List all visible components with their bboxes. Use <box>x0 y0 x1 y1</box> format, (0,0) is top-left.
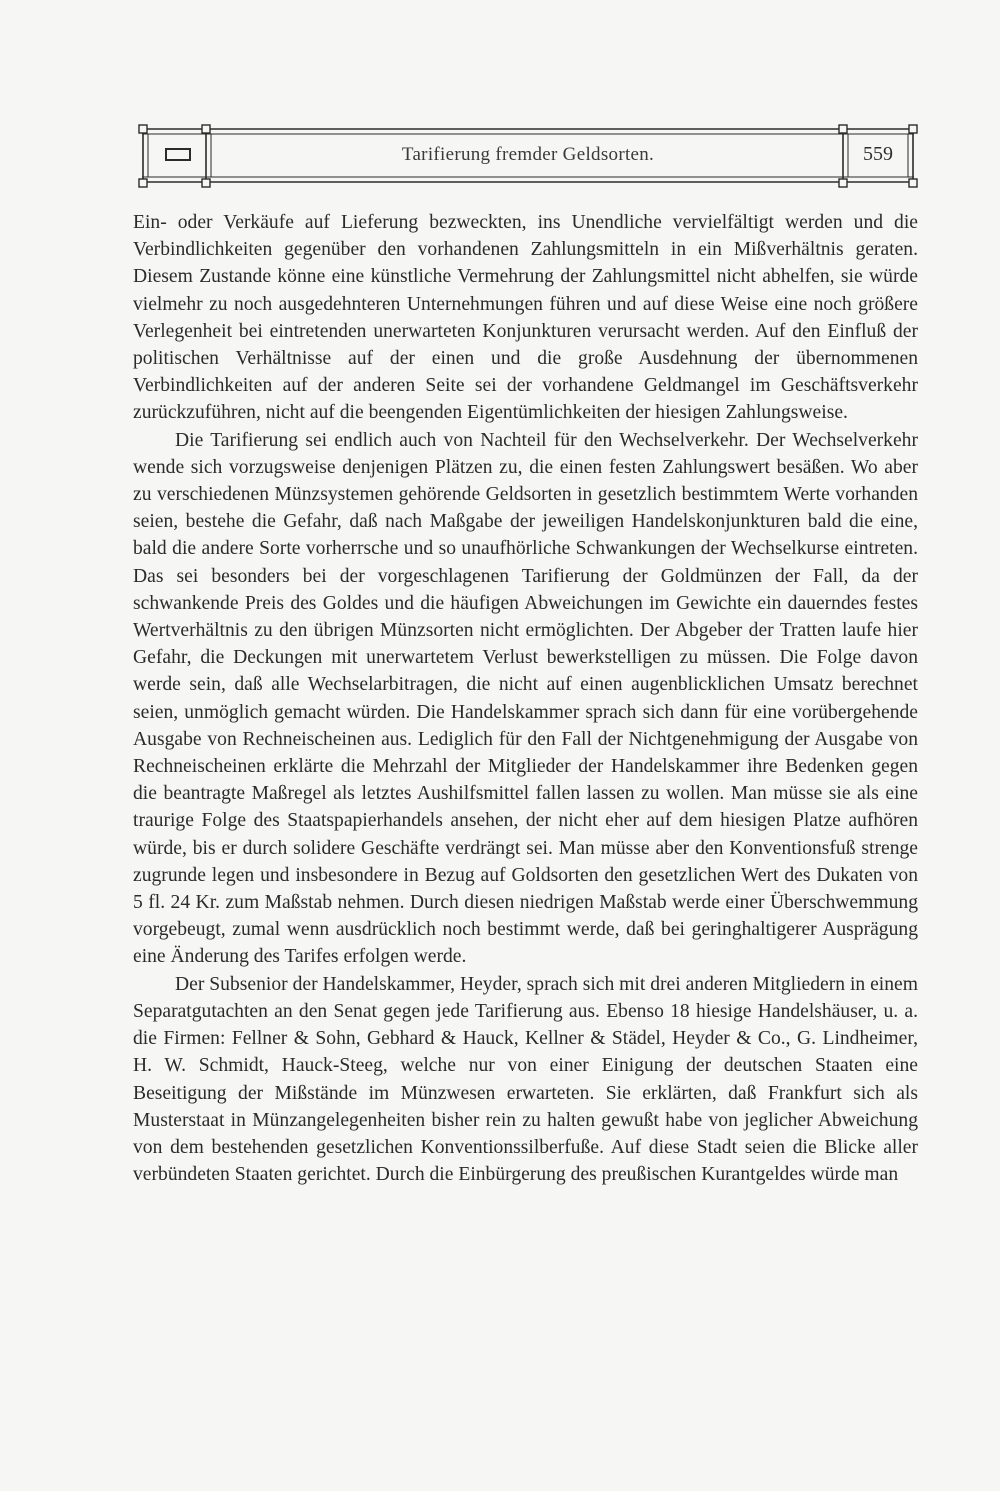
paragraph-2: Die Tarifierung sei endlich auch von Nachteil für den Wechselverkehr. Der Wechselverkehr wende sich vorzugsweise denjenigen Plätzen zu, die einen festen Zahlungswert besäßen. Wo aber zu verschiedenen Münzsystemen gehörende Geldsorten in gesetzlich bestimmtem Werte vorhanden seien, bestehe die Gefahr, daß nach Maßgabe der jeweiligen Handelskonjunkturen bald die eine, bald die andere Sorte vorherrsche und so unaufhörliche Schwankungen der Wechselkurse eintreten. Das sei besonders bei der vorgeschlagenen Tarifierung der Goldmünzen der Fall, da der schwankende Preis des Goldes und die häufigen Abweichungen im Gewichte ein dauerndes festes Wertverhältnis zu den übrigen Münzsorten nicht ermöglichten. Der Abgeber der Tratten laufe hier Gefahr, die Deckungen mit unerwartetem Verlust bewerkstelligen zu müssen. Die Folge davon werde sein, daß alle Wechselarbitragen, die nicht auf einen augenblicklichen Umsatz berechnet seien, unmöglich gemacht würden. Die Handelskammer sprach sich dann für eine vorübergehende Ausgabe von Rechneischeinen aus. Lediglich für den Fall der Nichtgenehmigung der Ausgabe von Rechneischeinen erklärte die Mehrzahl der Mitglieder der Handelskammer ihre Bedenken gegen die beantragte Maßregel als letztes Aushilfsmittel fallen lassen zu wollen. Man müsse sie als eine traurige Folge des Staatspapierhandels ansehen, der nicht eher auf dem hiesigen Platze aufhören würde, bis er durch solidere Geschäfte verdrängt sei. Man müsse aber den Konventionsfuß strenge zugrunde legen und insbesondere in Bezug auf Goldsorten den gesetzlichen Wert des Dukaten von 5 fl. 24 Kr. zum Maßstab nehmen. Durch diesen niedrigen Maßstab werde einer Überschwemmung vorgebeugt, zumal wenn ausdrücklich noch bestimmt werde, daß bei geringhaltigerer Ausprägung eine Änderung des Tarifes erfolgen werde. <box>133 429 918 968</box>
page-number: 559 <box>863 143 893 165</box>
page-body-text <box>133 209 918 1188</box>
paragraph-1: Ein- oder Verkäufe auf Lieferung bezweckten, ins Unendliche vervielfältigt werden und die Verbindlichkeiten gegenüber den vorhandenen Zahlungsmitteln in ein Mißverhältnis geraten. Diesem Zustande könne eine künstliche Vermehrung der Zahlungsmittel nicht abhelfen, sie würde vielmehr zu noch ausgedehnteren Unternehmungen führen und auf diese Weise eine noch größere Verlegenheit bei eintretenden unerwarteten Konjunkturen verursacht werden. Auf den Einfluß der politischen Verhältnisse auf der einen und die große Ausdehnung der übernommenen Verbindlichkeiten auf der anderen Seite sei der vorhandene Geldmangel im Geschäftsverkehr zurückzuführen, nicht auf die beengenden Eigentümlichkeiten der hiesigen Zahlungsweise. <box>133 212 918 424</box>
paragraph-3: Der Subsenior der Handelskammer, Heyder, sprach sich mit drei anderen Mitgliedern in einem Separatgutachten an den Senat gegen jede Tarifierung aus. Ebenso 18 hiesige Handelshäuser, u. a. die Firmen: Fellner & Sohn, Gebhard & Hauck, Kellner & Städel, Heyder & Co., G. Lindheimer, H. W. Schmidt, Hauck-Steeg, welche nur von einer Einigung der deutschen Staaten eine Beseitigung der Mißstände im Münzwesen erwarteten. Sie erklärten, daß Frankfurt sich als Musterstaat in Münzangelegenheiten bisher rein zu halten gewußt habe von jeglicher Abweichung von dem bestehenden gesetzlichen Konventionssilberfuße. Auf diese Stadt seien die Blicke aller verbündeten Staaten gerichtet. Durch die Einbürgerung des preußischen Kurantgeldes würde man <box>133 973 918 1186</box>
running-title: Tarifierung fremder Geldsorten. <box>401 144 655 165</box>
running-header <box>138 124 918 188</box>
